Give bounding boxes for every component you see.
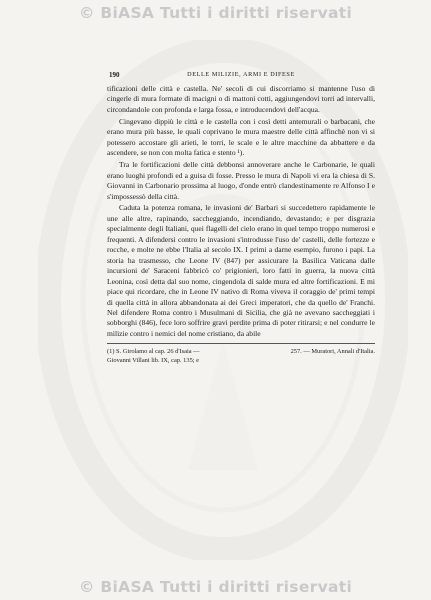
page-number: 190 [109, 71, 120, 79]
running-header [107, 70, 375, 84]
paragraph: tificazioni delle città e castella. Ne' secoli di cui discorriamo si mantenne l'uso di cingerle di mura formate di macigni o di mattoni cotti, aggiungendovi torri ad intervalli, circondandole con profonda e larga fossa, e introducendovi dell'acqua. [107, 84, 375, 114]
paragraph: Tra le fortificazioni delle città debbonsi annoverare anche le Carbonarie, le quali erano luoghi profondi ed a guisa di fosse. Presso le mura di Napoli vi era la chiesa di S. Giovanni in Carbonario prossima al luogo, d'onde entrò clandestinamente re Alfonso I e s'impossessò della città. [107, 160, 375, 201]
footnote-left: (1) S. Girolamo al cap. 26 d'Isaia — [107, 348, 200, 356]
watermark-bottom: © BiASA Tutti i diritti riservati [78, 578, 353, 596]
paragraph: Caduta la potenza romana, le invasioni de' Barbari si succedettero rapidamente le une alle altre, rapinando, saccheggiando, incendiando, devastando; e per disgrazia specialmente degli Italiani, quei flagelli del cielo erano in quel tempo troppo numerosi e frequenti. A difendersi contro le invasioni s'introdusse l'uso de' castelli, delle fortezze e rocche, e molte ne ebbe l'Italia al secolo IX. I primi a darne esempio, furono i papi. La storia ha trasmesso, che Leone IV (847) per assicurare la Basilica Vaticana dalle incursioni de' Saraceni fabbricò co' prigionieri, loro fatti in guerra, la nuova città Leonina, così detta dal suo nome, cingendola di salde mura ed altre fortificazioni. E mi piace qui ricordare, che in Leone IV nativo di Roma viveva il coraggio de' primi tempi di quella città in allora abbandonata ai dei Greci imperatori, che da quello de' Franchi. Nel difendere Roma contro i Musulmani di Sicilia, che già ne avevano saccheggiati i sobborghi (846), fece loro soffrire gravi perdite prima di poter ritirarsi; e nel condurre le milizie contro i nemici del nome cristiano, da abile [107, 203, 375, 338]
running-title: DELLE MILIZIE, ARMI E DIFESE [187, 71, 295, 78]
document-page [107, 70, 375, 365]
watermark-top: © BiASA Tutti i diritti riservati [78, 4, 353, 22]
footnote-second: Giovanni Villani lib. IX, cap. 135; e [107, 357, 199, 365]
footnote-right: 257. — Muratori, Annali d'Italia. [290, 348, 375, 356]
footnotes [107, 343, 375, 365]
paragraph: Cingevano dippiù le città e le castella con i così detti antemurali o barbacani, che erano mura più basse, le quali coprivano le mura maestre delle città affinchè non vi si potessero accostare gli arieti, le torri, le scale e le altre macchine da abbattere e da ascendere, se non con molta fatica e stento ¹). [107, 116, 375, 158]
